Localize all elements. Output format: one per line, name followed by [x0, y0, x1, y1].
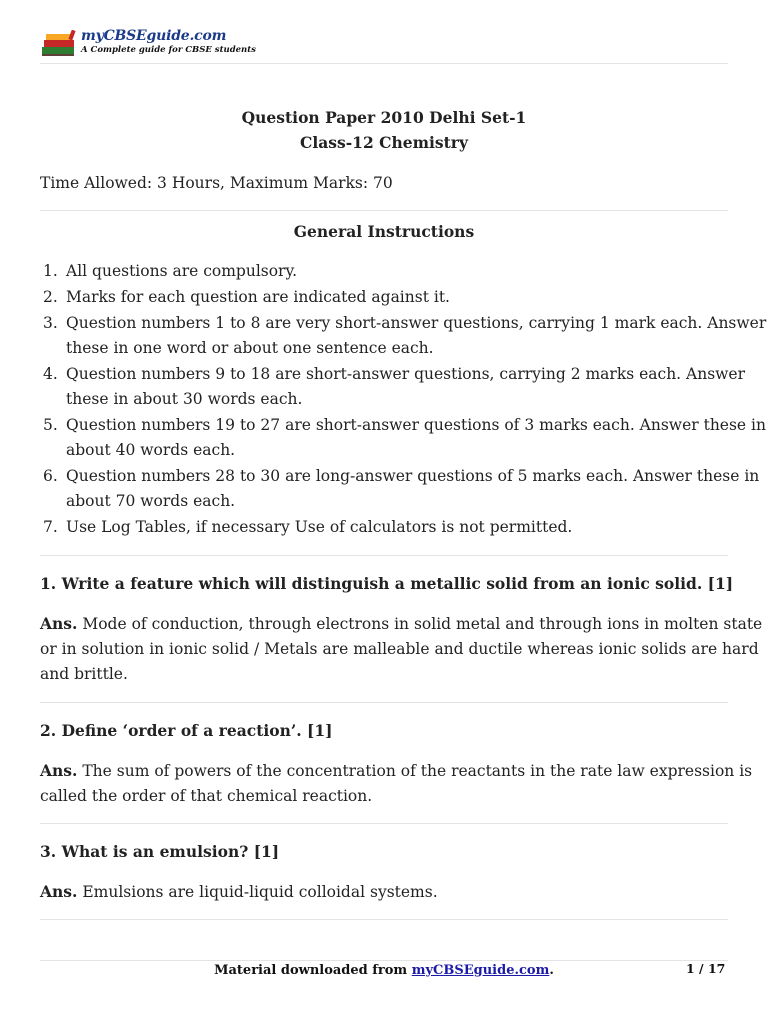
list-item-number: 5.	[43, 416, 58, 434]
instructions-heading: General Instructions	[293, 222, 475, 241]
divider	[40, 210, 728, 211]
books-icon	[40, 30, 80, 58]
page-number: 1 / 17	[686, 961, 726, 976]
divider	[40, 702, 728, 703]
list-item: Use Log Tables, if necessary Use of calculators is not permitted.	[66, 518, 573, 536]
paper-title: Question Paper 2010 Delhi Set-1	[241, 108, 527, 127]
footer-divider	[40, 960, 728, 961]
list-item-number: 3.	[43, 314, 58, 332]
list-item-number: 6.	[43, 467, 58, 485]
list-item-continuation: these in about 30 words each.	[66, 390, 303, 408]
answer-1-line: and brittle.	[40, 665, 128, 683]
question-1: 1. Write a feature which will distinguish a metallic solid from an ionic solid. [1]	[40, 574, 734, 593]
question-3: 3. What is an emulsion? [1]	[40, 842, 280, 861]
list-item-continuation: about 70 words each.	[66, 492, 236, 510]
answer-label: Ans.	[40, 761, 78, 780]
list-item-number: 1.	[43, 262, 58, 280]
divider	[40, 919, 728, 920]
list-item: Question numbers 1 to 8 are very short-answer questions, carrying 1 mark each. Answer	[66, 314, 767, 332]
footer-credit: Material downloaded from myCBSEguide.com.	[214, 963, 554, 978]
logo-title: myCBSEguide.com	[81, 28, 227, 44]
answer-2-line: Ans. The sum of powers of the concentration of the reactants in the rate law expression is	[40, 761, 753, 780]
list-item: Question numbers 28 to 30 are long-answer questions of 5 marks each. Answer these in	[66, 467, 760, 485]
footer-link[interactable]: myCBSEguide.com	[411, 963, 550, 978]
answer-2-line: called the order of that chemical reaction.	[40, 787, 373, 805]
list-item-number: 7.	[43, 518, 58, 536]
list-item: All questions are compulsory.	[66, 262, 298, 280]
header-divider	[40, 63, 728, 64]
list-item-continuation: these in one word or about one sentence each.	[66, 339, 434, 357]
class-subject: Class-12 Chemistry	[300, 133, 468, 152]
answer-label: Ans.	[40, 614, 78, 633]
divider	[40, 823, 728, 824]
answer-1-line: Ans. Mode of conduction, through electrons in solid metal and through ions in molten state	[40, 614, 763, 633]
list-item: Question numbers 9 to 18 are short-answer questions, carrying 2 marks each. Answer	[66, 365, 746, 383]
divider	[40, 555, 728, 556]
time-allowed: Time Allowed: 3 Hours, Maximum Marks: 70	[40, 174, 393, 192]
answer-3-line: Ans. Emulsions are liquid-liquid colloidal systems.	[40, 882, 438, 901]
list-item-number: 4.	[43, 365, 58, 383]
question-2: 2. Define ‘order of a reaction’. [1]	[40, 721, 333, 740]
answer-label: Ans.	[40, 882, 78, 901]
answer-1-line: or in solution in ionic solid / Metals are malleable and ductile whereas ionic solids are hard	[40, 640, 759, 658]
list-item: Marks for each question are indicated against it.	[66, 288, 450, 306]
site-logo	[40, 28, 256, 60]
list-item: Question numbers 19 to 27 are short-answer questions of 3 marks each. Answer these in	[66, 416, 766, 434]
list-item-continuation: about 40 words each.	[66, 441, 236, 459]
logo-tagline: A Complete guide for CBSE students	[81, 45, 256, 55]
list-item-number: 2.	[43, 288, 58, 306]
